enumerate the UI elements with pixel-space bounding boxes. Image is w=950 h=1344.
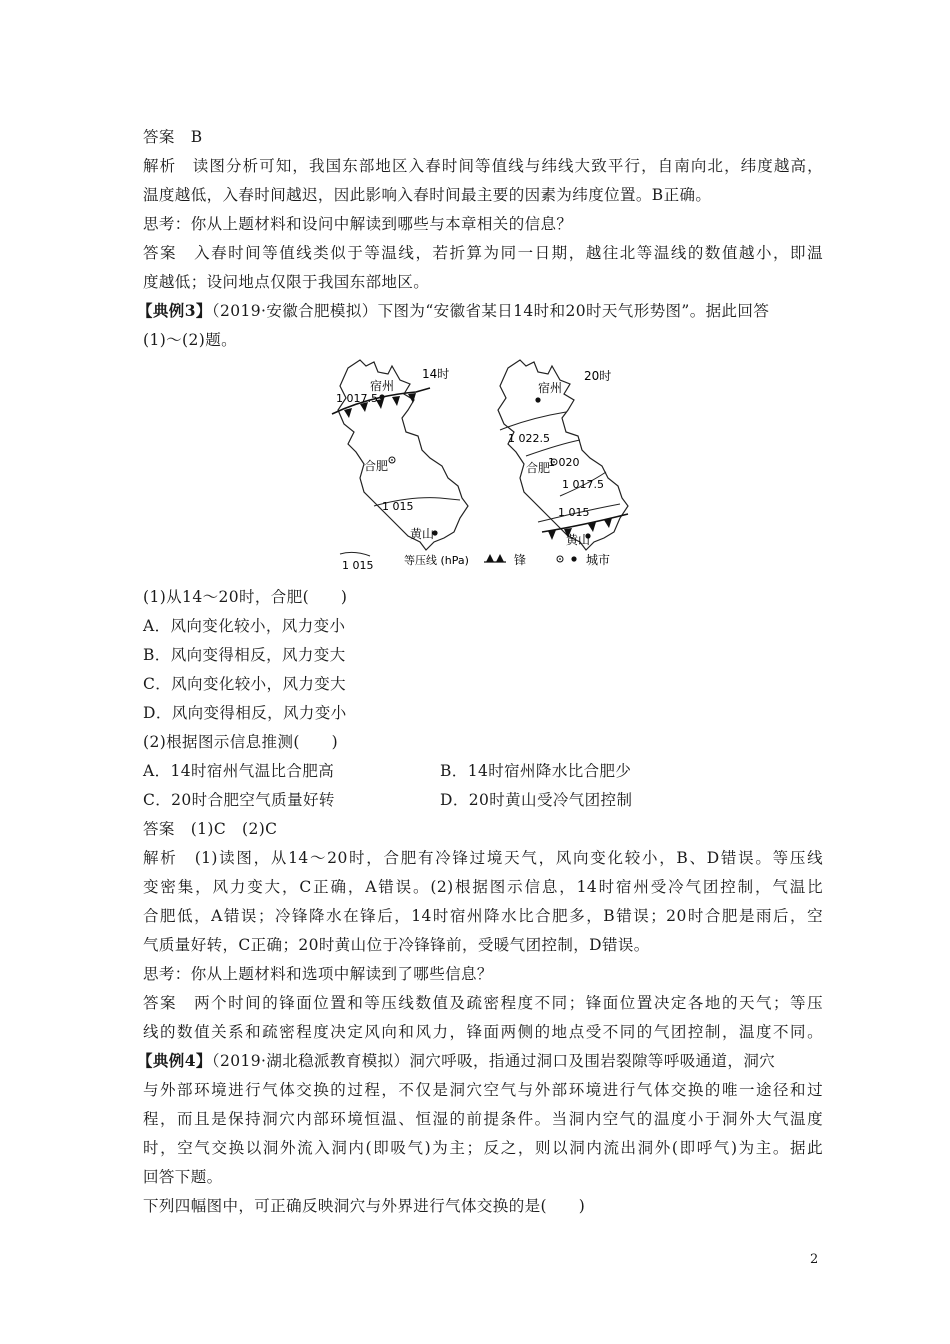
option-row-2ab [143, 761, 823, 781]
right-isobar-1022-5 [500, 412, 566, 430]
left-time-label: 14时 [422, 367, 450, 381]
legend-isobar-sample [340, 552, 370, 556]
legend-front-symbol [484, 554, 506, 562]
example-4-line: 时，空气交换以洞外流入洞内(即吸气)为主；反之，则以洞内流出洞外(即呼气)为主。据此 [143, 1139, 823, 1157]
analysis-line: 变密集，风力变大，C正确，A错误。(2)根据图示信息，14时宿州受冷气团控制，气温比 [143, 878, 823, 896]
legend-front-label: 锋 [514, 553, 527, 567]
answer-line: 线的数值关系和疏密程度决定风向和风力，锋面两侧的地点受不同的气团控制，温度不同。 [143, 1023, 823, 1041]
right-isobar-label-1: 1 022.5 [508, 432, 550, 445]
question-2: (2)根据图示信息推测( ) [143, 733, 339, 751]
left-suzhou-dot [379, 394, 384, 399]
right-time-label: 20时 [584, 369, 612, 383]
answer-line: 度越低；设问地点仅限于我国东部地区。 [143, 273, 430, 291]
example-4-line: 与外部环境进行气体交换的过程，不仅是洞穴空气与外部环境进行气体交换的唯一途径和过 [143, 1081, 823, 1099]
question-1: (1)从14～20时，合肥( ) [143, 588, 348, 606]
option-row-2cd [143, 790, 823, 810]
right-hefei-label: 合肥 [526, 461, 551, 475]
legend-city-label: 城市 [586, 553, 611, 567]
example-tag: 【典例4】 [137, 1051, 212, 1070]
option-2a: A．14时宿州气温比合肥高 [143, 762, 335, 780]
right-isobar-label-2: 1 020 [548, 456, 580, 469]
analysis-line: 解析 (1)读图，从14～20时，合肥有冷锋过境天气，风向变化较小，B、D错误。等压线 [143, 849, 823, 867]
thinking-line: 思考：你从上题材料和设问中解读到哪些与本章相关的信息？ [143, 215, 573, 233]
right-suzhou-dot [535, 397, 540, 402]
option-1c: C．风向变化较小，风力变大 [143, 675, 347, 693]
page-number: 2 [810, 1252, 819, 1267]
example-4-heading [137, 1051, 817, 1071]
left-hefei-center [391, 459, 393, 461]
example-4-question: 下列四幅图中，可正确反映洞穴与外界进行气体交换的是( ) [143, 1197, 586, 1215]
example-3-line: (1)～(2)题。 [143, 331, 238, 349]
legend-city-symbol-dot [571, 556, 576, 561]
example-text: （2019·安徽合肥模拟）下图为“安徽省某日14时和20时天气形势图”。据此回答 [211, 302, 770, 320]
answer-line: 答案 两个时间的锋面位置和等压线数值及疏密程度不同；锋面位置决定各地的天气；等压 [143, 994, 823, 1012]
right-suzhou-label: 宿州 [538, 381, 563, 395]
option-1d: D．风向变得相反，风力变小 [143, 704, 347, 722]
thinking-line: 思考：你从上题材料和选项中解读到了哪些信息？ [143, 965, 493, 983]
option-2c: C．20时合肥空气质量好转 [143, 791, 335, 809]
left-isobar-label-1: 1 017.5 [336, 392, 378, 405]
legend-isobar-label: 等压线 (hPa) [404, 554, 469, 567]
legend-isobar-value: 1 015 [342, 559, 374, 572]
option-2b: B．14时宿州降水比合肥少 [440, 762, 632, 780]
answer-line: 答案 B [143, 128, 203, 146]
option-2d: D．20时黄山受冷气团控制 [440, 791, 633, 809]
example-text: （2019·湖北稳派教育模拟）洞穴呼吸，指通过洞口及围岩裂隙等呼吸通道，洞穴 [211, 1052, 776, 1070]
right-huangshan-label: 黄山 [566, 533, 591, 547]
analysis-line: 气质量好转，C正确；20时黄山位于冷锋锋前，受暖气团控制，D错误。 [143, 936, 650, 954]
example-tag: 【典例3】 [137, 301, 212, 320]
analysis-line: 解析 读图分析可知，我国东部地区入春时间等值线与纬线大致平行，自南向北，纬度越高， [143, 157, 823, 175]
analysis-line: 温度越低，入春时间越迟，因此影响入春时间最主要的因素为纬度位置。B正确。 [143, 186, 712, 204]
left-isobar-label-2: 1 015 [382, 500, 414, 513]
analysis-line: 合肥低，A错误；冷锋降水在锋后，14时宿州降水比合肥多，B错误；20时合肥是雨后，空 [143, 907, 823, 925]
left-province-outline [338, 360, 468, 550]
option-1a: A．风向变化较小，风力变小 [143, 617, 346, 635]
right-isobar-label-4: 1 015 [558, 506, 590, 519]
left-huangshan-label: 黄山 [410, 527, 435, 541]
answer-line: 答案 (1)C (2)C [143, 820, 278, 838]
right-isobar-label-3: 1 017.5 [562, 478, 604, 491]
example-4-line: 程，而且是保持洞穴内部环境恒温、恒湿的前提条件。当洞内空气的温度小于洞外大气温度 [143, 1110, 823, 1128]
example-4-line: 回答下题。 [143, 1168, 223, 1186]
left-hefei-label: 合肥 [364, 459, 389, 473]
answer-line: 答案 入春时间等值线类似于等温线，若折算为同一日期，越往北等温线的数值越小，即温 [143, 244, 823, 262]
weather-map-figure [330, 352, 640, 574]
left-suzhou-label: 宿州 [370, 379, 395, 393]
legend-city-symbol-ring-center [559, 558, 561, 560]
example-3-heading [137, 301, 817, 321]
option-1b: B．风向变得相反，风力变大 [143, 646, 346, 664]
